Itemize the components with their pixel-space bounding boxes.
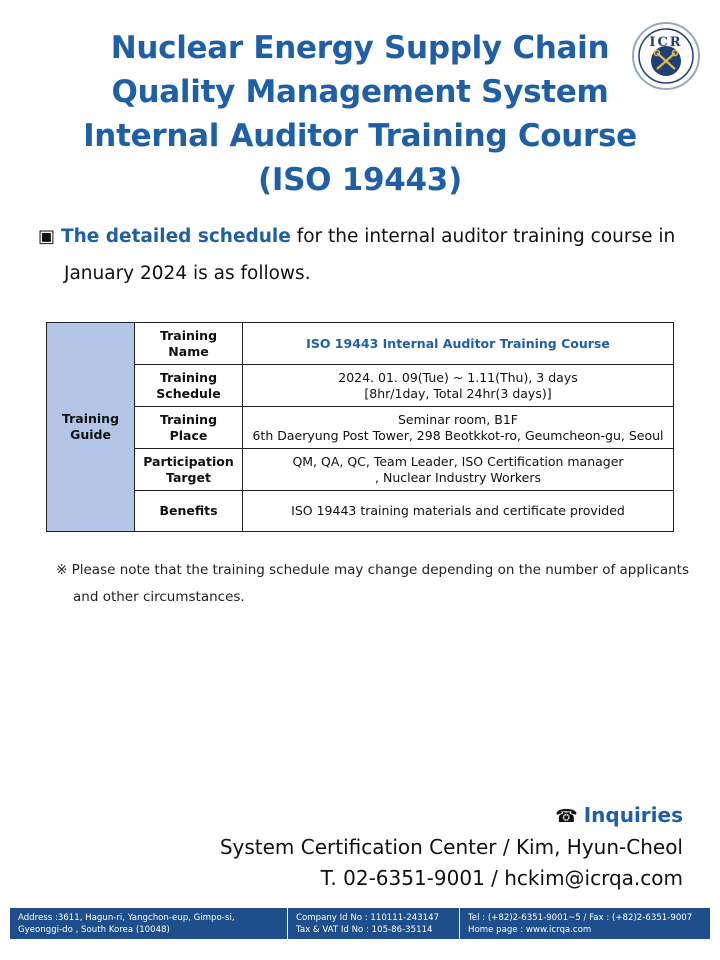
note-line: ※ Please note that the training schedule may change depending on the number of applicants — [56, 562, 689, 578]
value-line: QM, QA, QC, Team Leader, ISO Certification manager — [292, 453, 624, 469]
training-guide-table — [46, 322, 674, 532]
label-line: Name — [168, 343, 209, 359]
label-line: Training — [159, 327, 218, 343]
phone-icon: ☎ — [555, 806, 578, 827]
label-line: Participation — [143, 453, 234, 469]
address-line: Address :3611, Hagun-ri, Yangchon-eup, Gimpo-si, — [18, 913, 235, 923]
table-row — [47, 365, 674, 407]
label-line: Training — [159, 369, 218, 385]
inquiries-title: Inquiries — [583, 803, 683, 827]
intro-line2: January 2024 is as follows. — [64, 263, 311, 284]
row-value — [243, 449, 674, 491]
intro-highlight: The detailed schedule — [61, 226, 291, 247]
row-value — [243, 365, 674, 407]
value-line: 6th Daeryung Post Tower, 298 Beotkkot-ro, Geumcheon-gu, Seoul — [252, 427, 664, 443]
page-title — [40, 26, 683, 202]
footer-address — [10, 908, 288, 939]
address-line: Gyeonggi-do , South Korea (10048) — [18, 925, 170, 935]
value-line: 2024. 01. 09(Tue) ~ 1.11(Thu), 3 days — [338, 369, 578, 385]
label-line: Place — [169, 427, 208, 443]
intro-rest: for the internal auditor training course in — [290, 226, 676, 247]
title-line: (ISO 19443) — [258, 162, 462, 198]
label-line: Benefits — [159, 503, 218, 518]
value-line: [8hr/1day, Total 24hr(3 days)] — [364, 385, 552, 401]
table-row — [47, 407, 674, 449]
label-line: Target — [166, 469, 211, 485]
logo-text: ICR — [649, 35, 683, 50]
intro-text — [38, 218, 688, 292]
table-row — [47, 449, 674, 491]
company-id: Company Id No : 110111-243147 — [296, 913, 440, 923]
label-line: Schedule — [156, 385, 221, 401]
value-line: Seminar room, B1F — [398, 411, 518, 427]
tax-id: Tax & VAT Id No : 105-86-35114 — [296, 925, 433, 935]
footer-bar — [10, 908, 710, 939]
value-line: , Nuclear Industry Workers — [375, 469, 541, 485]
inquiries-heading — [220, 800, 683, 832]
row-value — [243, 407, 674, 449]
title-line: Nuclear Energy Supply Chain — [110, 30, 610, 66]
title-line: Internal Auditor Training Course — [83, 118, 637, 154]
inquiries-block — [220, 800, 683, 894]
label-line: Training — [159, 411, 218, 427]
value-line: ISO 19443 Internal Auditor Training Course — [306, 335, 610, 351]
square-marker-icon: ▣ — [38, 226, 56, 247]
icr-logo-icon — [631, 21, 701, 91]
contact-phone-email: T. 02-6351-9001 / hckim@icrqa.com — [320, 866, 683, 890]
footer-company-ids — [288, 908, 460, 939]
row-value — [243, 491, 674, 532]
tel-fax: Tel : (+82)2-6351-9001~5 / Fax : (+82)2-6351-9007 — [468, 913, 693, 923]
homepage-link[interactable]: Home page : www.icrqa.com — [468, 925, 592, 935]
value-line: ISO 19443 training materials and certificate provided — [291, 503, 625, 518]
schedule-note — [56, 557, 696, 611]
row-label — [135, 407, 243, 449]
row-label — [135, 491, 243, 532]
note-line: and other circumstances. — [73, 589, 245, 605]
training-guide-label: Training Guide — [47, 323, 135, 532]
row-label — [135, 323, 243, 365]
row-label — [135, 365, 243, 407]
table-row — [47, 491, 674, 532]
row-value — [243, 323, 674, 365]
table-row — [47, 323, 674, 365]
footer-contact — [460, 908, 710, 939]
contact-person: System Certification Center / Kim, Hyun-Cheol — [219, 835, 683, 859]
row-label — [135, 449, 243, 491]
title-line: Quality Management System — [111, 74, 609, 110]
